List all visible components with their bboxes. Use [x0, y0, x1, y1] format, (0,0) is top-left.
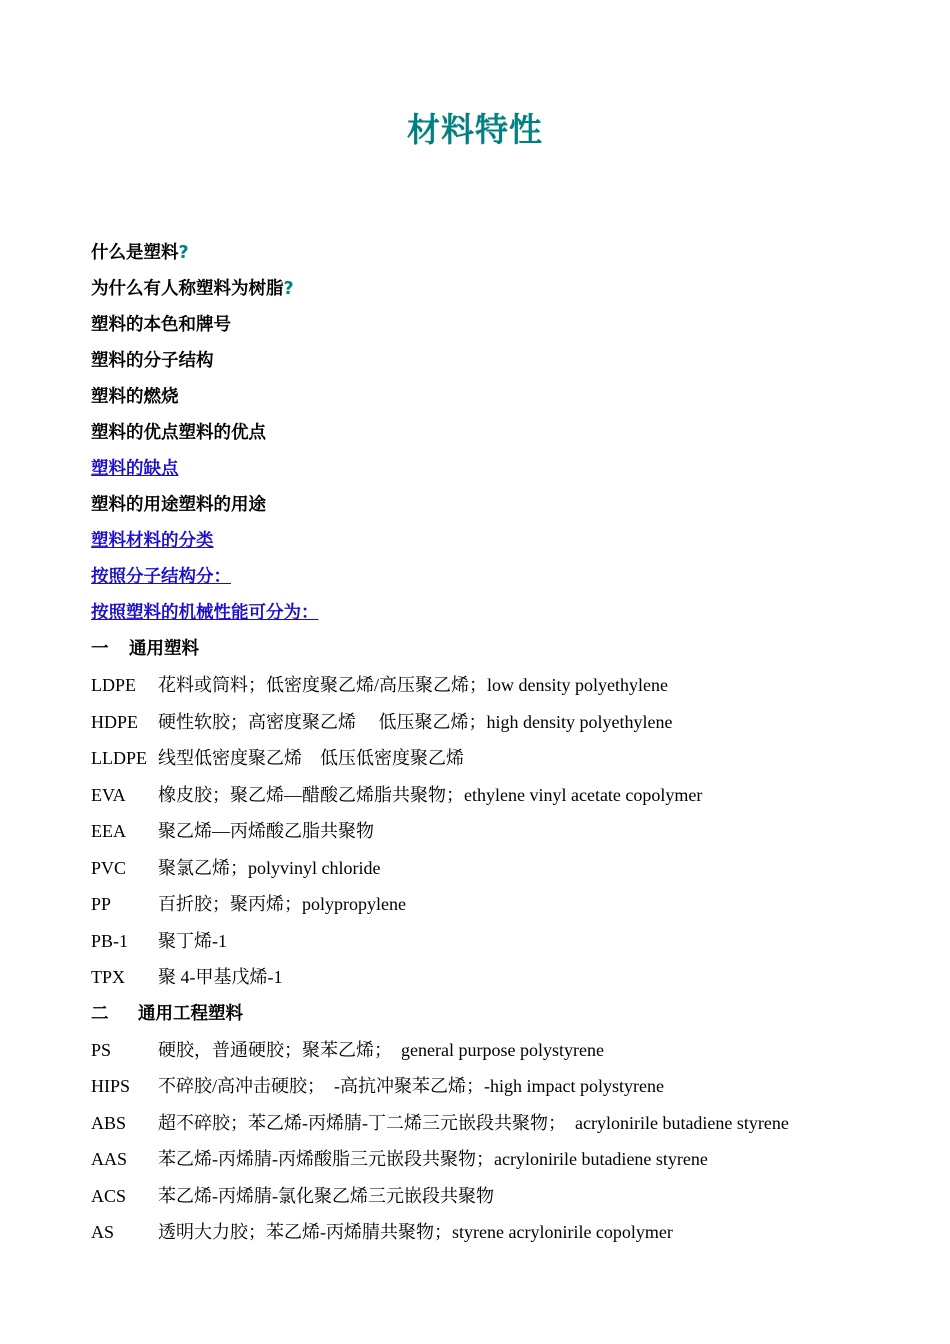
material-desc: 苯乙烯-丙烯腈-氯化聚乙烯三元嵌段共聚物: [158, 1185, 494, 1206]
material-desc: 聚丁烯-1: [158, 930, 227, 951]
material-abbr: TPX: [91, 967, 126, 987]
toc-item-uses: [91, 490, 871, 526]
material-abbr: AS: [91, 1222, 115, 1242]
material-row: [91, 889, 871, 926]
material-desc: 硬性软胶；高密度聚乙烯 低压聚乙烯；high density polyethylene: [158, 711, 673, 732]
material-desc: 不碎胶/高冲击硬胶； -高抗冲聚苯乙烯；-high impact polystyrene: [158, 1076, 664, 1096]
toc-link-disadvantages[interactable]: [91, 454, 871, 490]
toc-item-label: 塑料的用途塑料的用途: [91, 495, 266, 515]
toc-link-classification[interactable]: [91, 526, 871, 562]
material-abbr: ABS: [91, 1112, 127, 1133]
toc-link-label[interactable]: 塑料的缺点: [91, 459, 179, 479]
material-row: [91, 962, 871, 999]
material-row: [91, 926, 871, 963]
toc-link-by-molecular-structure[interactable]: [91, 562, 871, 598]
toc-item-burning: [91, 382, 871, 418]
toc-link-label[interactable]: 按照分子结构分：: [91, 567, 231, 587]
toc-link-label[interactable]: 塑料材料的分类: [91, 531, 214, 551]
toc-link-by-mechanical-properties[interactable]: [91, 598, 871, 634]
toc-item-label: 塑料的优点塑料的优点: [91, 423, 266, 443]
material-row: [91, 853, 871, 890]
material-abbr: HIPS: [91, 1076, 131, 1096]
toc-item-label: 塑料的本色和牌号: [91, 315, 231, 335]
material-row: [91, 1071, 871, 1108]
material-abbr: PP: [91, 894, 112, 914]
material-abbr: HDPE: [91, 711, 139, 732]
material-desc: 透明大力胶；苯乙烯-丙烯腈共聚物；styrene acrylonirile copolymer: [158, 1222, 673, 1242]
material-desc: 超不碎胶；苯乙烯-丙烯腈-丁二烯三元嵌段共聚物； acrylonirile butadiene styrene: [158, 1112, 789, 1133]
toc-item-label: 塑料的分子结构: [91, 351, 214, 371]
material-abbr: LLDPE: [91, 748, 147, 768]
content-body: [91, 238, 871, 1254]
section-title: 通用工程塑料: [138, 1003, 243, 1024]
material-row: [91, 1035, 871, 1072]
section-title: 通用塑料: [129, 639, 199, 659]
material-row: [91, 670, 871, 707]
material-desc: 聚 4-甲基戊烯-1: [158, 967, 283, 987]
toc-item-label: 塑料的燃烧: [91, 387, 179, 407]
toc-link-label[interactable]: 按照塑料的机械性能可分为：: [91, 603, 319, 623]
material-row: [91, 743, 871, 780]
material-abbr: PB-1: [91, 930, 129, 951]
material-row: [91, 780, 871, 817]
material-abbr: PS: [91, 1039, 112, 1060]
material-desc: 聚氯乙烯；polyvinyl chloride: [158, 857, 381, 878]
material-row: [91, 816, 871, 853]
material-row: [91, 707, 871, 744]
toc-item-what-is-plastic: [91, 238, 871, 274]
material-abbr: LDPE: [91, 675, 136, 695]
section-number: 一: [91, 639, 109, 659]
section-heading-general-plastics: [91, 634, 871, 670]
material-row: [91, 1108, 871, 1145]
toc-item-label: 什么是塑料: [91, 243, 179, 263]
material-row: [91, 1181, 871, 1218]
toc-item-advantages: [91, 418, 871, 454]
section-number: 二: [91, 1003, 109, 1024]
material-desc: 苯乙烯-丙烯腈-丙烯酸脂三元嵌段共聚物；acrylonirile butadiene styrene: [158, 1149, 708, 1169]
toc-item-label: 为什么有人称塑料为树脂: [91, 279, 284, 299]
material-abbr: EVA: [91, 784, 126, 805]
material-abbr: AAS: [91, 1149, 128, 1169]
section-heading-engineering-plastics: [91, 999, 871, 1035]
material-desc: 花料或筒料；低密度聚乙烯/高压聚乙烯；low density polyethylene: [158, 675, 668, 695]
material-desc: 硬胶，普通硬胶；聚苯乙烯； general purpose polystyrene: [158, 1039, 604, 1060]
question-mark: ?: [178, 243, 189, 263]
toc-item-color-grade: [91, 310, 871, 346]
toc-item-why-resin: [91, 274, 871, 310]
material-row: [91, 1217, 871, 1254]
material-desc: 聚乙烯—丙烯酸乙脂共聚物: [158, 821, 374, 841]
toc-item-molecular-structure: [91, 346, 871, 382]
material-desc: 线型低密度聚乙烯 低压低密度聚乙烯: [158, 748, 464, 768]
material-row: [91, 1144, 871, 1181]
material-abbr: ACS: [91, 1185, 127, 1206]
material-desc: 橡皮胶；聚乙烯—醋酸乙烯脂共聚物；ethylene vinyl acetate copolymer: [158, 784, 703, 805]
material-abbr: EEA: [91, 821, 126, 841]
question-mark: ?: [283, 279, 294, 299]
page-title: 材料特性: [407, 110, 543, 149]
material-abbr: PVC: [91, 857, 127, 878]
material-desc: 百折胶；聚丙烯；polypropylene: [158, 894, 406, 914]
